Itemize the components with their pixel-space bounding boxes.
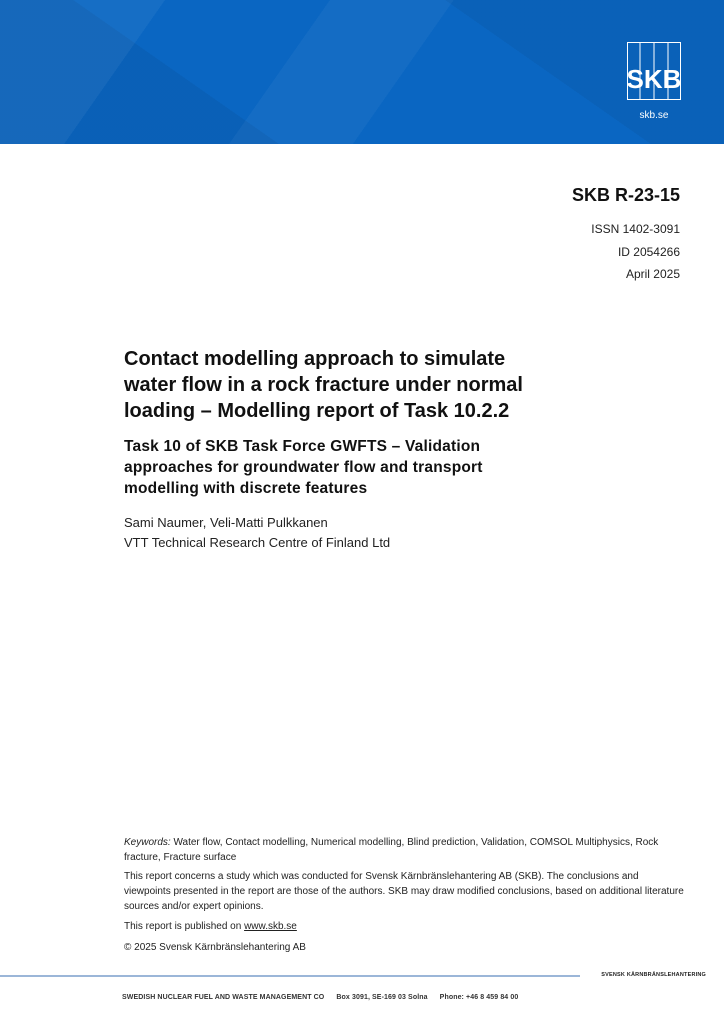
issn: ISSN 1402-3091 (591, 222, 680, 236)
logo-wordmark: SKB (627, 64, 681, 94)
published-note (124, 919, 684, 934)
keywords (124, 835, 684, 865)
header-banner (0, 0, 724, 144)
title-line: loading – Modelling report of Task 10.2.2 (124, 400, 510, 422)
report-title (124, 346, 594, 424)
report-date: April 2025 (625, 267, 680, 281)
footer-address (122, 994, 528, 1001)
skb-logo[interactable] (627, 42, 681, 100)
footer-org: SWEDISH NUCLEAR FUEL AND WASTE MANAGEMENT CO (122, 994, 325, 1001)
title-line: Contact modelling approach to simulate (124, 348, 506, 370)
footer-phone: Phone: +46 8 459 84 00 (439, 994, 519, 1001)
footer-box: Box 3091, SE-169 03 Solna (336, 994, 428, 1001)
report-subtitle (124, 436, 584, 499)
footer-brand: SVENSK KÄRNBRÄNSLEHANTERING (601, 972, 706, 978)
keywords-label: Keywords: (124, 837, 171, 848)
website-link[interactable]: skb.se (639, 110, 669, 121)
skb-website-link[interactable]: www.skb.se (244, 921, 297, 932)
disclaimer: This report concerns a study which was conducted for Svensk Kärnbränslehantering AB (SKB). The conclusions and viewpoints presented in the report are those of the authors. SKB may draw modified conclusions, based on additional literature sources and/or expert opinions. (124, 871, 684, 912)
authors: Sami Naumer, Veli-Matti Pulkkanen (124, 515, 328, 530)
report-number: SKB R-23-15 (571, 185, 680, 205)
title-line: water flow in a rock fracture under normal (124, 374, 523, 396)
report-id: ID 2054266 (617, 245, 680, 259)
published-prefix: This report is published on (124, 921, 245, 932)
footer-rule (0, 975, 580, 977)
subtitle-line: approaches for groundwater flow and transport (124, 459, 483, 476)
affiliation: VTT Technical Research Centre of Finland Ltd (124, 535, 391, 550)
keywords-text: Water flow, Contact modelling, Numerical modelling, Blind prediction, Validation, COMSOL Multiphysics, Rock fracture, Fracture surface (124, 837, 659, 863)
subtitle-line: Task 10 of SKB Task Force GWFTS – Validation (124, 438, 481, 455)
copyright: © 2025 Svensk Kärnbränslehantering AB (124, 942, 306, 953)
subtitle-line: modelling with discrete features (124, 480, 368, 497)
